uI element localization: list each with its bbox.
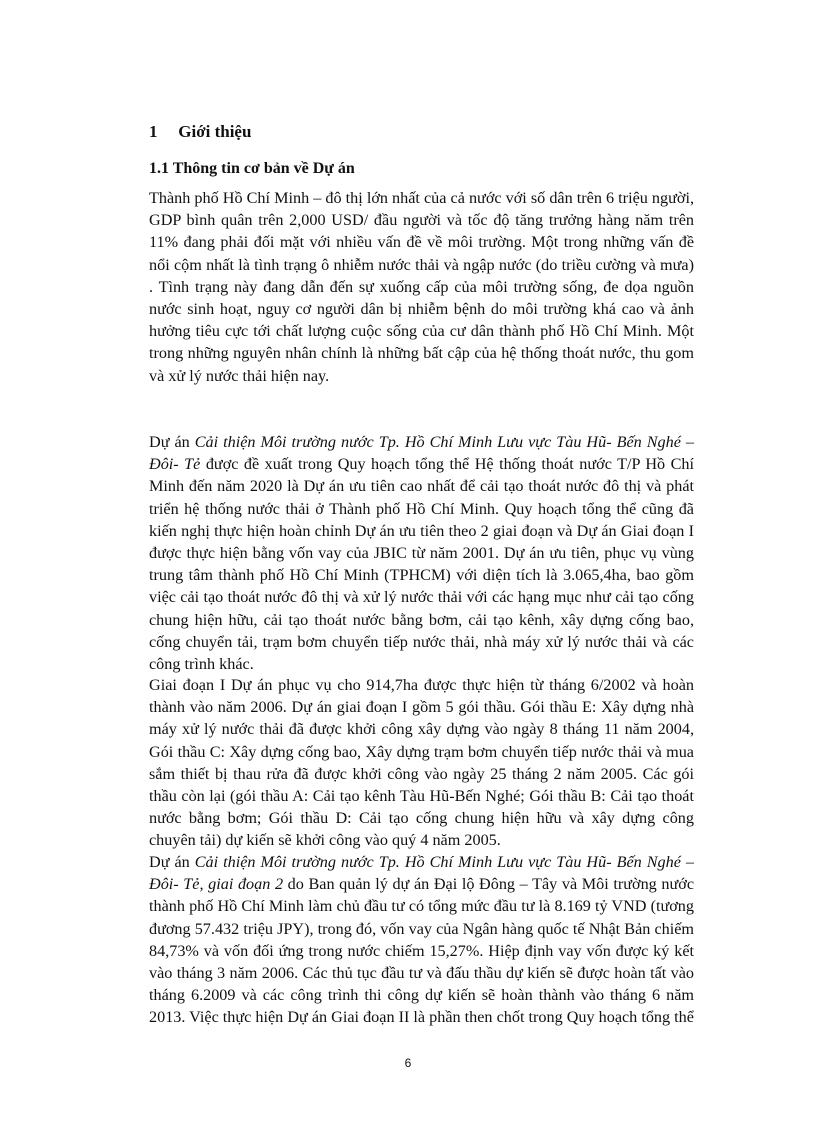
paragraph-4 — [149, 851, 694, 1029]
page-number: 6 — [404, 1056, 412, 1070]
project-name-phase2-italic: Cải thiện Môi trường nước Tp. Hồ Chí Minh Lưu vực Tàu Hũ- Bến Nghé – Đôi- Tẻ, giai đoạn 2 — [149, 853, 695, 894]
paragraph-2 — [149, 431, 694, 675]
section-title: Giới thiệu — [178, 122, 252, 141]
section-number: 1 — [149, 122, 158, 141]
project-name-italic: Cải thiện Môi trường nước Tp. Hồ Chí Minh Lưu vực Tàu Hũ- Bến Nghé – Đôi- Tẻ — [149, 433, 695, 474]
subsection-heading: 1.1 Thông tin cơ bản về Dự án — [149, 160, 355, 177]
paragraph-2-body: được đề xuất trong Quy hoạch tổng thể Hệ thống thoát nước T/P Hồ Chí Minh đến năm 2020 là Dự án ưu tiên cao nhất để cải tạo thoát nước đô thị và phát triển hệ thống nước thải ở Thành phố Hồ Chí Minh. Quy hoạch tổng thể cũng đã kiến nghị thực hiện hoàn chỉnh Dự án ưu tiên theo 2 giai đoạn và Dự án Giai đoạn I được thực hiện bằng vốn vay của JBIC từ năm 2001. Dự án ưu tiên, phục vụ vùng trung tâm thành phố Hồ Chí Minh (TPHCM) với diện tích là 3.065,4ha, bao gồm việc cải tạo thoát nước đô thị và xử lý nước thải với các hạng mục như cải tạo cống chung hiện hữu, cải tạo thoát nước bằng bơm, cải tạo kênh, xây dựng cống bao, cống chuyển tải, trạm bơm chuyển tiếp nước thải, nhà máy xử lý nước thải và các công trình khác. — [149, 455, 694, 674]
paragraph-4-body: do Ban quản lý dự án Đại lộ Đông – Tây và Môi trường nước thành phố Hồ Chí Minh làm chủ đầu tư có tổng mức đầu tư là 8.169 tỷ VND (tương đương 57.432 triệu JPY), trong đó, vốn vay của Ngân hàng quốc tế Nhật Bản chiếm 84,73% và vốn đối ứng trong nước chiếm 15,27%. Hiệp định vay vốn được ký kết vào tháng 3 năm 2006. Các thủ tục đầu tư và đấu thầu dự kiến sẽ được hoàn tất vào tháng 6.2009 và các công trình thi công dự kiến sẽ hoàn thành vào tháng 6 năm 2013. Việc thực hiện Dự án Giai đoạn II là phần then chốt trong Quy hoạch tổng thể — [149, 875, 695, 1027]
paragraph-2-lead: Dự án — [149, 433, 195, 451]
section-heading — [149, 122, 251, 142]
paragraph-1: Thành phố Hồ Chí Minh – đô thị lớn nhất của cả nước với số dân trên 6 triệu người, GDP bình quân trên 2,000 USD/ đầu người và tốc độ tăng trưởng hàng năm trên 11% đang phải đối mặt với nhiều vấn đề về môi trường. Một trong những vấn đề nổi cộm nhất là tình trạng ô nhiễm nước thải và ngập nước (do triều cường và mưa) . Tình trạng này đang dẫn đến sự xuống cấp của môi trường sống, đe dọa nguồn nước sinh hoạt, nguy cơ người dân bị nhiễm bệnh do môi trường khá cao và ảnh hưởng tiêu cực tới chất lượng cuộc sống của cư dân thành phố Hồ Chí Minh. Một trong những nguyên nhân chính là những bất cập của hệ thống thoát nước, thu gom và xử lý nước thải hiện nay. — [149, 189, 694, 385]
paragraph-3: Giai đoạn I Dự án phục vụ cho 914,7ha được thực hiện từ tháng 6/2002 và hoàn thành vào năm 2006. Dự án giai đoạn I gồm 5 gói thầu. Gói thầu E: Xây dựng nhà máy xử lý nước thải đã được khởi công xây dựng vào ngày 8 tháng 11 năm 2004, Gói thầu C: Xây dựng cống bao, Xây dựng trạm bơm chuyển tiếp nước thải và mua sắm thiết bị thau rửa đã được khởi công vào ngày 25 tháng 2 năm 2005. Các gói thầu còn lại (gói thầu A: Cải tạo kênh Tàu Hũ-Bến Nghé; Gói thầu B: Cải tạo thoát nước bằng bơm; Gói thầu D: Cải tạo cống chung hiện hữu và xây dựng công chuyên tải) dự kiến sẽ khởi công vào quý 4 năm 2005. — [149, 676, 694, 850]
paragraph-4-lead: Dự án — [149, 853, 195, 871]
